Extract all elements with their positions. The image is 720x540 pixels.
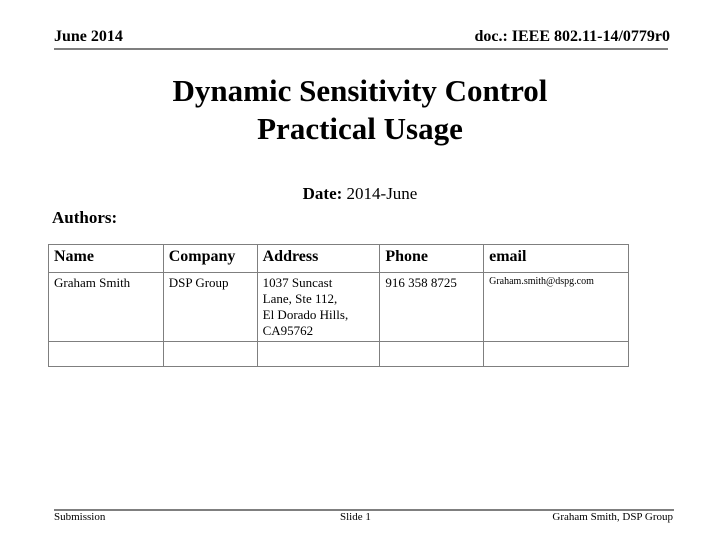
address-line: CA95762 [262,323,314,338]
column-header-company: Company [163,245,257,273]
date-value: 2014-June [346,184,418,203]
cell-email: Graham.smith@dspg.com [484,273,629,342]
slide-title [0,72,720,148]
authors-label: Authors: [52,208,118,227]
column-header-name: Name [49,245,164,273]
table-row [49,273,629,342]
address-line: El Dorado Hills, [262,307,349,322]
cell-address [257,273,380,342]
address-line: Lane, Ste 112, [262,291,338,306]
cell-address [257,342,380,367]
cell-name [49,342,164,367]
header-date: June 2014 [54,28,123,45]
authors-table [48,244,629,367]
column-header-address: Address [257,245,380,273]
cell-phone [380,342,484,367]
address-line: 1037 Suncast [262,275,333,290]
header-doc-id: doc.: IEEE 802.11-14/0779r0 [474,28,670,45]
cell-company: DSP Group [163,273,257,342]
date-line [0,184,720,204]
cell-name: Graham Smith [49,273,164,342]
title-line-2: Practical Usage [257,111,463,146]
cell-company [163,342,257,367]
table-header-row [49,245,629,273]
header-divider [54,48,668,50]
footer-submission: Submission [54,511,106,523]
title-line-1: Dynamic Sensitivity Control [172,73,548,108]
table-row [49,342,629,367]
cell-email [484,342,629,367]
footer-slide-number: Slide 1 [340,511,371,523]
footer-author: Graham Smith, DSP Group [552,511,673,523]
cell-phone: 916 358 8725 [380,273,484,342]
column-header-phone: Phone [380,245,484,273]
column-header-email: email [484,245,629,273]
date-label: Date: [302,184,343,203]
